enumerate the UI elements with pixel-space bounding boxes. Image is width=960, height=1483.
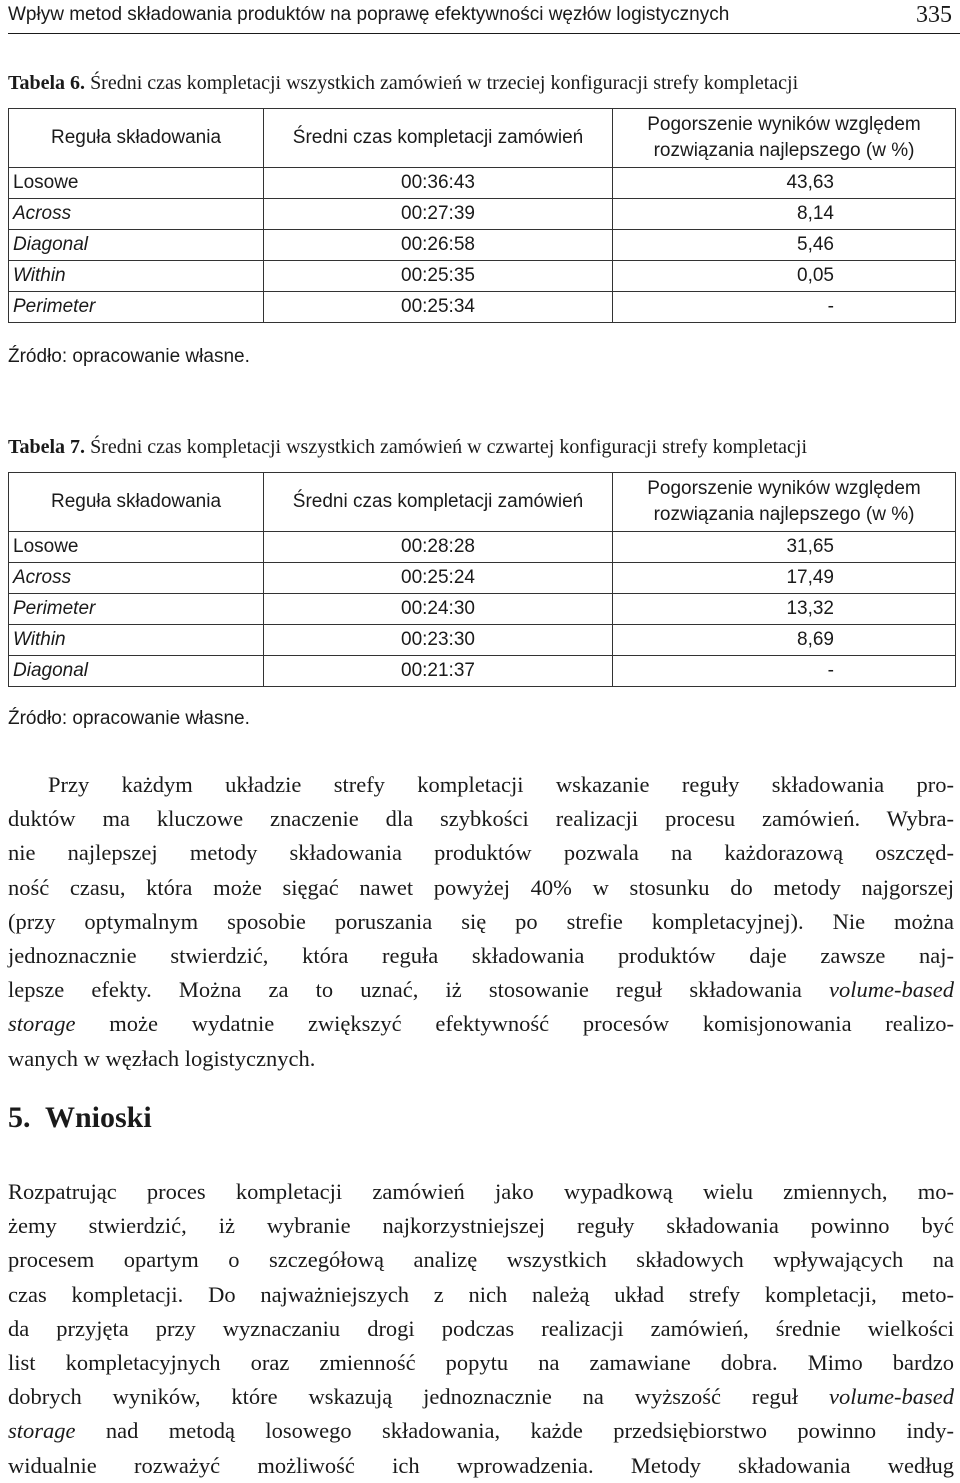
text-line: list kompletacyjnych oraz zmienność popytu na zamawiane dobra. Mimo bardzo [8, 1349, 954, 1375]
cell-delta: - [827, 660, 834, 681]
column-header-delta-line2: rozwiązania najlepszego (w %) [653, 504, 915, 525]
section-heading [8, 1101, 152, 1135]
cell-delta: - [827, 296, 834, 317]
cell-delta-wrap [613, 625, 956, 656]
cell-time: 00:21:37 [264, 656, 613, 687]
text-line [8, 973, 954, 1007]
table-row [9, 199, 956, 230]
cell-delta: 17,49 [786, 567, 834, 588]
cell-time: 00:23:30 [264, 625, 613, 656]
table-row [9, 292, 956, 323]
text-line: procesem opartym o szczegółową analizę wszystkich składowych wpływających na [8, 1247, 954, 1273]
cell-delta: 8,69 [797, 629, 834, 650]
section-number: 5. [8, 1101, 31, 1134]
cell-delta-wrap [613, 563, 956, 594]
table-row [9, 563, 956, 594]
cell-rule: Across [9, 199, 264, 230]
table-row [9, 261, 956, 292]
table7-label: Tabela 7. [8, 436, 86, 458]
text-line [8, 1380, 954, 1414]
cell-rule: Losowe [9, 168, 264, 199]
cell-delta: 13,32 [786, 598, 834, 619]
cell-delta-wrap [613, 168, 956, 199]
cell-delta: 5,46 [797, 234, 834, 255]
text-segment: lepsze efekty. Można za to uznać, iż stosowanie reguł składowania [8, 977, 830, 1003]
table-row [9, 625, 956, 656]
cell-time: 00:26:58 [264, 230, 613, 261]
table-row [9, 168, 956, 199]
cell-rule: Diagonal [9, 230, 264, 261]
column-header-time: Średni czas kompletacji zamówień [264, 473, 613, 532]
header-rule [8, 33, 960, 34]
text-segment: może wydatnie zwiększyć efektywność procesów komisjonowania realizo- [75, 1011, 954, 1037]
cell-delta-wrap [613, 594, 956, 625]
column-header-delta [613, 473, 956, 532]
table6 [8, 108, 956, 323]
cell-rule: Perimeter [9, 292, 264, 323]
cell-time: 00:36:43 [264, 168, 613, 199]
cell-delta-wrap [613, 230, 956, 261]
cell-time: 00:24:30 [264, 594, 613, 625]
cell-rule: Across [9, 563, 264, 594]
text-italic: storage [8, 1011, 76, 1037]
cell-rule: Within [9, 625, 264, 656]
table7-caption [8, 436, 807, 459]
cell-time: 00:28:28 [264, 532, 613, 563]
column-header-rule: Reguła składowania [9, 109, 264, 168]
cell-delta-wrap [613, 292, 956, 323]
running-header [8, 2, 952, 30]
cell-time: 00:25:24 [264, 563, 613, 594]
cell-delta: 0,05 [797, 265, 834, 286]
text-line: żemy stwierdzić, iż wybranie najkorzystniejszej reguły składowania powinno być [8, 1213, 954, 1239]
body-paragraph-2 [8, 1175, 954, 1483]
cell-rule: Diagonal [9, 656, 264, 687]
cell-delta: 31,65 [786, 536, 834, 557]
column-header-time: Średni czas kompletacji zamówień [264, 109, 613, 168]
text-segment: dobrych wyników, które wskazują jednoznacznie na wyższość reguł [8, 1384, 830, 1410]
text-line: nie najlepszej metody składowania produktów pozwala na każdorazową oszczęd- [8, 840, 954, 866]
text-line: Rozpatrując proces kompletacji zamówień jako wypadkową wielu zmiennych, mo- [8, 1179, 954, 1204]
cell-delta: 8,14 [797, 203, 834, 224]
column-header-delta [613, 109, 956, 168]
text-italic: volume-based [829, 1384, 954, 1410]
table6-caption [8, 72, 798, 95]
text-line: Przy każdym układzie strefy kompletacji wskazanie reguły składowania pro- [48, 772, 954, 797]
column-header-delta-line1: Pogorszenie wyników względem [647, 114, 921, 135]
cell-rule: Within [9, 261, 264, 292]
text-line: jednoznacznie stwierdzić, która reguła składowania produktów daje zawsze naj- [8, 942, 954, 968]
table-row [9, 594, 956, 625]
cell-delta: 43,63 [786, 172, 834, 193]
table7-source: Źródło: opracowanie własne. [8, 708, 250, 729]
cell-delta-wrap [613, 261, 956, 292]
running-title: Wpływ metod składowania produktów na poprawę efektywności węzłów logistycznych [8, 4, 730, 25]
table6-caption-text: Średni czas kompletacji wszystkich zamówień w trzeciej konfiguracji strefy kompletacji [85, 72, 799, 94]
table-header-row [9, 473, 956, 532]
column-header-delta-line1: Pogorszenie wyników względem [647, 478, 921, 499]
text-line: (przy optymalnym sposobie poruszania się po strefie kompletacyjnej). Nie można [8, 908, 954, 934]
cell-rule: Losowe [9, 532, 264, 563]
cell-delta-wrap [613, 656, 956, 687]
cell-time: 00:25:34 [264, 292, 613, 323]
text-line: wanych w węzłach logistycznych. [8, 1045, 316, 1071]
column-header-rule: Reguła składowania [9, 473, 264, 532]
section-title: Wnioski [44, 1101, 152, 1134]
body-paragraph-1 [8, 768, 954, 1076]
cell-rule: Perimeter [9, 594, 264, 625]
cell-time: 00:25:35 [264, 261, 613, 292]
text-line [8, 1007, 954, 1041]
table-row [9, 230, 956, 261]
cell-delta-wrap [613, 199, 956, 230]
table-header-row [9, 109, 956, 168]
table7 [8, 472, 956, 687]
text-italic: volume-based [829, 977, 954, 1003]
text-line: widualnie rozważyć możliwość ich wprowadzenia. Metody składowania według [8, 1452, 954, 1478]
column-header-delta-line2: rozwiązania najlepszego (w %) [653, 140, 915, 161]
text-line: da przyjęta przy wyznaczaniu drogi podczas realizacji zamówień, średnie wielkości [8, 1315, 954, 1341]
text-segment: nad metodą losowego składowania, każde przedsiębiorstwo powinno indy- [75, 1418, 954, 1444]
text-italic: storage [8, 1418, 76, 1444]
text-line: duktów ma kluczowe znaczenie dla szybkości realizacji procesu zamówień. Wybra- [8, 806, 954, 832]
text-line: ność czasu, która może sięgać nawet powyżej 40% w stosunku do metody najgorszej [8, 874, 954, 900]
page-number: 335 [916, 2, 952, 28]
table7-caption-text: Średni czas kompletacji wszystkich zamówień w czwartej konfiguracji strefy kompletacji [85, 436, 808, 458]
text-line [8, 1414, 954, 1448]
table-row [9, 532, 956, 563]
cell-delta-wrap [613, 532, 956, 563]
cell-time: 00:27:39 [264, 199, 613, 230]
table6-source: Źródło: opracowanie własne. [8, 346, 250, 367]
text-line: czas kompletacji. Do najważniejszych z nich należą układ strefy kompletacji, meto- [8, 1281, 954, 1307]
table6-label: Tabela 6. [8, 72, 86, 94]
table-row [9, 656, 956, 687]
